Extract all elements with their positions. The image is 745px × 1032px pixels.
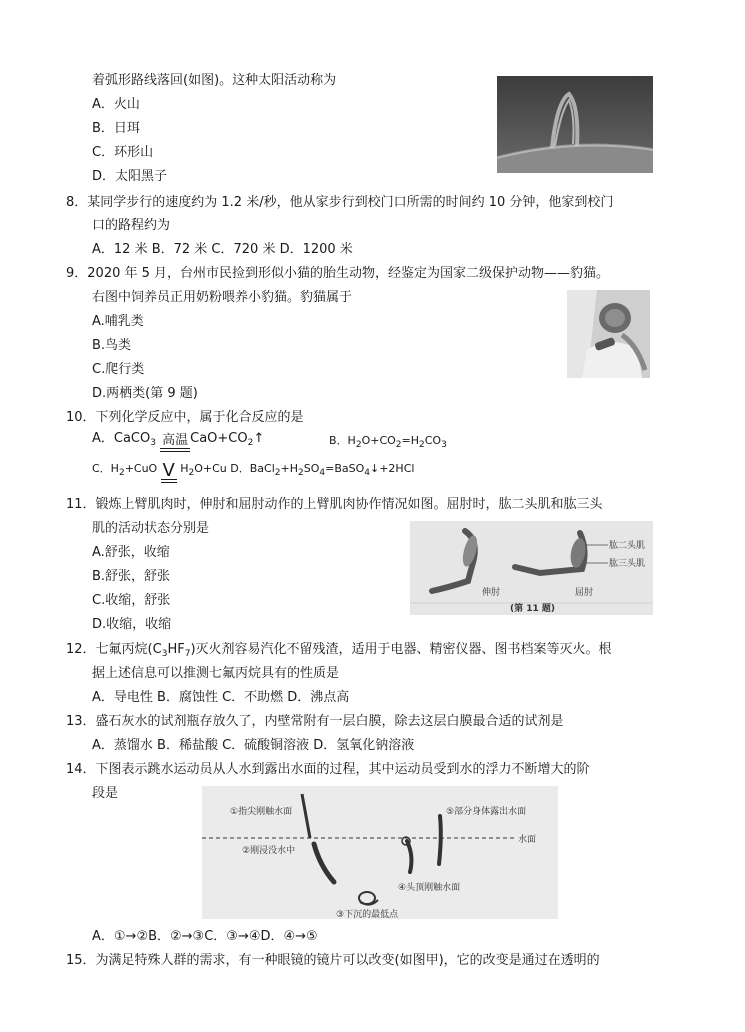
- arm-muscle-figure: [410, 521, 653, 615]
- q13-stem: 13．盛石灰水的试剂瓶存放久了，内壁常附有一层白膜，除去这层白膜最合适的试剂是: [66, 714, 564, 729]
- q9-stem-line1: 9．2020 年 5 月，台州市民捡到形似小猫的胎生动物，经鉴定为国家二级保护动物——豹猫。: [66, 266, 610, 281]
- q9-option-a: A.哺乳类: [92, 314, 144, 329]
- q9-option-d: D.两栖类(第 9 题): [92, 386, 198, 401]
- q14-options: A．①→②B．②→③C．③→④D．④→⑤: [92, 929, 318, 944]
- fig11-caption: (第 11 题): [510, 604, 556, 614]
- label-water-surface: 水面: [518, 835, 537, 845]
- q8-options: A．12 米 B．72 米 C．720 米 D．1200 米: [92, 242, 353, 257]
- q10-options-cd: C．$H_2+CuO$ V $H_2O+Cu$ D．$BaCl_2+H_2SO_4=BaSO_4↓+2HCl$: [92, 460, 415, 481]
- label-stage-1: ①指尖刚触水面: [230, 807, 293, 817]
- label-stage-5: ⑤部分身体露出水面: [446, 807, 527, 817]
- q14-stem-line1: 14．下图表示跳水运动员从人水到露出水面的过程，其中运动员受到水的浮力不断增大的阶: [66, 762, 590, 777]
- q11-option-b: B.舒张，舒张: [92, 569, 171, 584]
- label-triceps: 肱三头肌: [609, 559, 646, 569]
- q15-stem-line1: 15．为满足特殊人群的需求，有一种眼镜的镜片可以改变(如图甲)，它的改变是通过在透明的: [66, 953, 600, 968]
- q7-option-d: D．太阳黑子: [92, 169, 168, 184]
- q7-option-b: B．日珥: [92, 121, 140, 136]
- q11-stem-line1: 11．锻炼上臂肌肉时，伸肘和屈肘动作的上臂肌肉协作情况如图。屈肘时，肱二头肌和肱三头: [66, 497, 603, 512]
- q10-a-condition: 高温: [162, 433, 189, 448]
- label-stage-4: ④头顶刚触水面: [398, 883, 461, 893]
- q12-stem-line1: 12．七氟丙烷$(C_3HF_7)$灭火剂容易汽化不留残渣，适用于电器、精密仪器、图书档案等灭火。根: [66, 642, 612, 659]
- q8-stem-line1: 8．某同学步行的速度约为 1.2 米/秒，他从家步行到校门口所需的时间约 10 分钟，他家到校门: [66, 195, 614, 210]
- q9-option-c: C.爬行类: [92, 362, 145, 377]
- q11-option-d: D.收缩，收缩: [92, 617, 172, 632]
- q7-option-a: A．火山: [92, 97, 140, 112]
- label-stage-3: ③下沉的最低点: [336, 910, 399, 919]
- label-flex: 屈肘: [575, 588, 594, 598]
- q12-stem-line2: 据上述信息可以推测七氟丙烷具有的性质是: [92, 666, 340, 681]
- leopard-cat-feeding-photo: [567, 290, 650, 378]
- q7-option-c: C．环形山: [92, 145, 154, 160]
- q7-stem: 着弧形路线落回(如图)。这种太阳活动称为: [92, 73, 337, 88]
- q11-stem-line2: 肌的活动状态分别是: [92, 521, 210, 536]
- q11-option-c: C.收缩，舒张: [92, 593, 171, 608]
- diver-figure: [202, 786, 558, 919]
- q11-option-a: A.舒张，收缩: [92, 545, 170, 560]
- q13-options: A．蒸馏水 B．稀盐酸 C．硫酸铜溶液 D．氢氧化钠溶液: [92, 738, 415, 753]
- label-biceps: 肱二头肌: [609, 541, 646, 551]
- q9-option-b: B.鸟类: [92, 338, 132, 353]
- q10-stem: 10．下列化学反应中，属于化合反应的是: [66, 410, 304, 425]
- q12-options: A．导电性 B．腐蚀性 C．不助燃 D．沸点高: [92, 690, 350, 705]
- q9-stem-line2: 右图中饲养员正用奶粉喂养小豹猫。豹猫属于: [92, 290, 353, 305]
- label-stage-2: ②刚浸没水中: [242, 846, 296, 856]
- q10-option-a: A．CaCO$_3$ 高温 $CaO+CO_2↑$: [92, 430, 264, 452]
- q8-stem-line2: 口的路程约为: [92, 218, 171, 233]
- label-extend: 伸肘: [482, 588, 501, 598]
- solar-prominence-photo: [497, 76, 653, 173]
- q10-option-b: B．$H_2O+CO_2=H_2CO_3$: [329, 434, 447, 450]
- q14-stem-line2: 段是: [92, 786, 119, 801]
- q10-c-condition: V: [162, 460, 175, 481]
